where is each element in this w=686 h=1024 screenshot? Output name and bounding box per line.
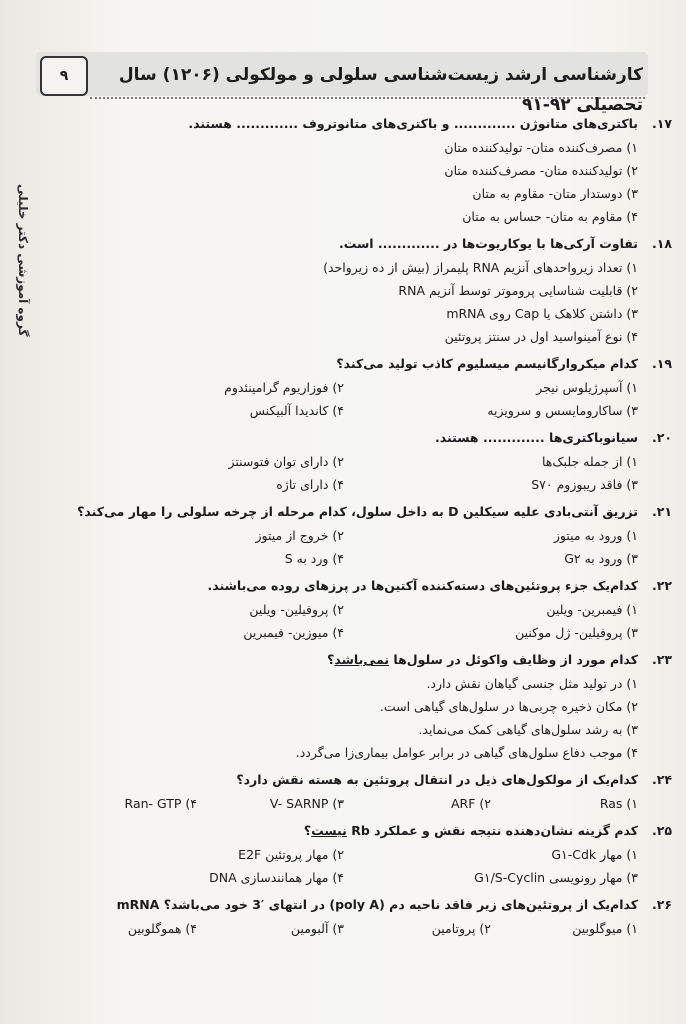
option: ۴) دارای تاژه bbox=[276, 477, 344, 492]
option: ۳) ورود به G۲ bbox=[564, 551, 638, 566]
question-number: ۲۵. bbox=[651, 823, 672, 838]
side-label: گروه آموزشی دکتر خلیلی bbox=[16, 183, 30, 337]
option: ۱) تعداد زیرواحدهای آنزیم RNA پلیمراز (بیش از ده زیرواحد) bbox=[323, 260, 638, 275]
option: ARF (۲ bbox=[451, 796, 491, 811]
question-22 bbox=[50, 574, 672, 644]
option: ۲) پروتامین bbox=[431, 921, 491, 936]
option: ۴) مقاوم به متان- حساس به متان bbox=[462, 209, 638, 224]
question-text-part: کدام مورد از وظایف واکوئل در سلول‌ها bbox=[389, 652, 638, 667]
option: ۳) پروفیلین- ژل موکنین bbox=[515, 625, 638, 640]
question-text: باکتری‌های متانوژن ............. و باکتری‌های متانوتروف ............. هستند. bbox=[188, 116, 638, 131]
question-19 bbox=[50, 352, 672, 422]
question-text: تزریق آنتی‌بادی علیه سیکلین D به داخل سلول، کدام مرحله از چرخه سلولی را مهار می‌کند؟ bbox=[77, 504, 638, 519]
option: ۳) به رشد سلول‌های گیاهی کمک می‌نماید. bbox=[418, 722, 638, 737]
option: ۲) دارای توان فتوسنتز bbox=[228, 454, 344, 469]
option: ۴) نوع آمینواسید اول در سنتز پروتئین bbox=[444, 329, 638, 344]
question-number: ۲۴. bbox=[651, 772, 672, 787]
option: ۱) فیمبرین- ویلین bbox=[546, 602, 638, 617]
option: ۲) تولیدکننده متان- مصرف‌کننده متان bbox=[444, 163, 638, 178]
option: ۴) موجب دفاع سلول‌های گیاهی در برابر عوامل بیماری‌زا می‌گردد. bbox=[295, 745, 638, 760]
option: ۳) داشتن کلاهک یا Cap روی mRNA bbox=[446, 306, 638, 321]
question-23 bbox=[50, 648, 672, 764]
option: Ras (۱ bbox=[599, 796, 638, 811]
question-text: کدام‌یک از پروتئین‌های زیر فاقد ناحیه دم (poly A) در انتهای ′3 خود می‌باشد؟ mRNA bbox=[116, 897, 638, 912]
question-21 bbox=[50, 500, 672, 570]
question-list bbox=[50, 112, 672, 944]
option: ۱) از جمله جلبک‌ها bbox=[541, 454, 638, 469]
option: ۴) میوزین- فیمبرین bbox=[243, 625, 344, 640]
option: ۴) مهار همانندسازی DNA bbox=[209, 870, 344, 885]
question-25 bbox=[50, 819, 672, 889]
question-17 bbox=[50, 112, 672, 228]
option: ۳) ساکارومایسس و سرویزیه bbox=[487, 403, 638, 418]
option: ۲) فوزاریوم گرامینئدوم bbox=[224, 380, 344, 395]
option: ۲) مهار پروتئین E2F bbox=[238, 847, 344, 862]
option: ۲) خروج از میتوز bbox=[255, 528, 344, 543]
question-text-part: کدم گزینه نشان‌دهنده نتیجه نقش و عملکرد Rb bbox=[346, 823, 638, 838]
question-text bbox=[50, 648, 638, 672]
question-number: ۲۶. bbox=[651, 897, 672, 912]
page-number: ۹ bbox=[40, 56, 88, 96]
option: ۱) ورود به میتوز bbox=[553, 528, 638, 543]
question-text: کدام‌یک جزء پروتئین‌های دسته‌کننده آکتین‌ها در پرزهای روده می‌باشند. bbox=[207, 578, 638, 593]
question-text: کدام میکروارگانیسم میسلیوم کاذب تولید می‌کند؟ bbox=[336, 356, 638, 371]
option: ۴) ورد به S bbox=[284, 551, 344, 566]
question-text-part: ؟ bbox=[327, 652, 335, 667]
question-18 bbox=[50, 232, 672, 348]
page-title: کارشناسی ارشد زیست‌شناسی سلولی و مولکولی (۱۲۰۶) سال تحصیلی ۹۲-۹۱ bbox=[118, 65, 643, 115]
question-text-part: ؟ bbox=[303, 823, 312, 838]
option: V- SARNP (۳ bbox=[269, 796, 344, 811]
option: ۱) آسپرژیلوس نیجر bbox=[536, 380, 638, 395]
option: ۲) قابلیت شناسایی پروموتر توسط آنزیم RNA bbox=[398, 283, 638, 298]
question-emphasis: نیست bbox=[311, 823, 347, 838]
option: ۱) مصرف‌کننده متان- تولیدکننده متان bbox=[444, 140, 638, 155]
question-emphasis: نمی‌باشد bbox=[334, 652, 390, 667]
question-24 bbox=[50, 768, 672, 815]
question-text bbox=[50, 819, 638, 843]
option: Ran- GTP (۴ bbox=[124, 796, 197, 811]
question-text: سیانوباکتری‌ها ............. هستند. bbox=[435, 430, 638, 445]
option: ۱) میوگلوبین bbox=[572, 921, 638, 936]
question-number: ۲۰. bbox=[651, 430, 672, 445]
option: ۳) فاقد ریبوزوم S۷۰ bbox=[531, 477, 638, 492]
question-number: ۱۹. bbox=[651, 356, 672, 371]
option: ۲) پروفیلین- ویلین bbox=[249, 602, 344, 617]
option: ۴) هموگلوبین bbox=[127, 921, 197, 936]
question-26 bbox=[50, 893, 672, 940]
question-text: کدام‌یک از مولکول‌های ذیل در انتقال پروتئین به هسته نقش دارد؟ bbox=[236, 772, 638, 787]
question-20 bbox=[50, 426, 672, 496]
question-number: ۱۷. bbox=[651, 116, 672, 131]
question-number: ۲۱. bbox=[651, 504, 672, 519]
question-text: تفاوت آرکی‌ها با یوکاریوت‌ها در ............. است. bbox=[338, 236, 638, 251]
option: ۲) مکان ذخیره چربی‌ها در سلول‌های گیاهی است. bbox=[379, 699, 638, 714]
option: ۳) دوستدار متان- مقاوم به متان bbox=[472, 186, 638, 201]
option: ۳) مهار رونویسی G۱/S-Cyclin bbox=[474, 870, 638, 885]
option: ۴) کاندیدا آلبیکنس bbox=[249, 403, 344, 418]
question-number: ۲۳. bbox=[651, 652, 672, 667]
option: ۳) آلبومین bbox=[290, 921, 344, 936]
question-number: ۲۲. bbox=[651, 578, 672, 593]
option: ۱) در تولید مثل جنسی گیاهان نقش دارد. bbox=[426, 676, 638, 691]
question-number: ۱۸. bbox=[651, 236, 672, 251]
option: ۱) مهار G۱-Cdk bbox=[551, 847, 638, 862]
